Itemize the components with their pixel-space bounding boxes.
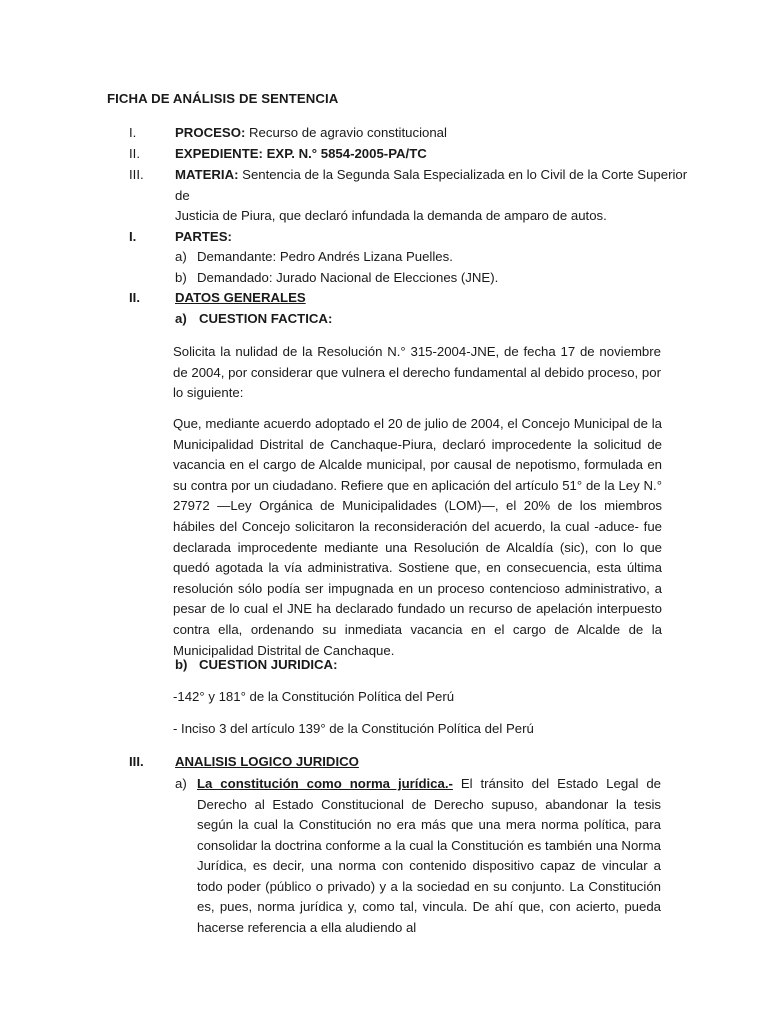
item-content — [175, 165, 687, 185]
item-number: II. — [129, 146, 140, 161]
item-label: PARTES: — [175, 229, 232, 244]
list-marker: a) — [175, 776, 187, 791]
list-marker: a) — [175, 311, 187, 326]
list-marker: b) — [175, 270, 187, 285]
item-label: EXPEDIENTE: EXP. N.° 5854-2005-PA/TC — [175, 146, 427, 161]
item-label: ANALISIS LOGICO JURIDICO — [175, 754, 359, 769]
list-text: Demandado: Jurado Nacional de Elecciones (JNE). — [197, 270, 499, 285]
item-analisis — [0, 752, 768, 772]
item-number: I. — [129, 125, 137, 140]
list-marker: a) — [175, 249, 187, 264]
item-number: III. — [129, 167, 144, 182]
subheading-cuestion-factica — [0, 309, 768, 329]
subheading-label: CUESTION JURIDICA: — [199, 657, 338, 672]
item-number: I. — [129, 229, 137, 244]
item-proceso — [0, 123, 768, 143]
item-value: Sentencia de la Segunda Sala Especializada en lo Civil de la Corte Superior — [238, 167, 688, 182]
item-content — [175, 123, 447, 143]
paragraph-lead: La constitución como norma jurídica.- — [197, 776, 453, 791]
item-materia — [0, 165, 768, 185]
subheading-label: CUESTION FACTICA: — [199, 311, 333, 326]
list-text: Demandante: Pedro Andrés Lizana Puelles. — [197, 249, 453, 264]
item-number: III. — [129, 754, 144, 769]
item-label: PROCESO: — [175, 125, 246, 140]
list-marker: b) — [175, 657, 188, 672]
item-value-line: de — [175, 188, 190, 203]
materia-continuation — [0, 186, 768, 206]
item-datos-generales — [0, 288, 768, 308]
item-label: DATOS GENERALES — [175, 290, 306, 305]
list-text: -142° y 181° de la Constitución Política del Perú — [173, 689, 455, 704]
subheading-cuestion-juridica — [0, 655, 768, 675]
item-expediente — [0, 144, 768, 164]
list-text: - Inciso 3 del artículo 139° de la Constitución Política del Perú — [173, 721, 534, 736]
paragraph: Solicita la nulidad de la Resolución N.° 315-2004-JNE, de fecha 17 de noviembre de 2004, por considerar que vulnera el derecho fundamental al debido proceso, por lo siguiente: — [173, 344, 661, 401]
item-value-line: Justicia de Piura, que declaró infundada la demanda de amparo de autos. — [175, 208, 607, 223]
paragraph — [197, 774, 661, 938]
list-item — [0, 687, 768, 707]
item-partes — [0, 227, 768, 247]
list-item — [0, 719, 768, 739]
materia-continuation — [0, 206, 768, 226]
paragraph-text: El tránsito del Estado Legal de Derecho al Estado Constitucional de Derecho supuso, abandonar la tesis según la cual la Constitución no era más que una mera norma política, para consolidar la doctrina conforme a la cual la Constitución es también una Norma Jurídica, es decir, una norma con contenido dispositivo capaz de vincular a todo poder (público o privado) y a la sociedad en su conjunto. La Constitución es, pues, norma jurídica y, como tal, vincula. De ahí que, con acierto, pueda hacerse referencia a ella aludiendo al — [197, 776, 661, 935]
list-item — [0, 268, 768, 288]
document-title: FICHA DE ANÁLISIS DE SENTENCIA — [107, 91, 339, 106]
paragraph: Que, mediante acuerdo adoptado el 20 de julio de 2004, el Concejo Municipal de la Municipalidad Distrital de Canchaque-Piura, declaró improcedente la solicitud de vacancia en el cargo de Alcalde municipal, por causal de nepotismo, formulada en su contra por un ciudadano. Refiere que en aplicación del artículo 51° de la Ley N.° 27972 —Ley Orgánica de Municipalidades (LOM)—, el 20% de los miembros hábiles del Concejo solicitaron la reconsideración del acuerdo, la cual -aduce- fue declarada improcedente mediante una Resolución de Alcaldía (sic), con lo que quedó agotada la vía administrativa. Sostiene que, en consecuencia, esta última resolución sólo podía ser impugnada en un proceso contencioso administrativo, a pesar de lo cual el JNE ha declarado fundado un recurso de apelación interpuesto contra ella, ordenando su inmediata vacancia en el cargo de Alcalde de la Municipalidad Distrital de Canchaque. — [173, 416, 662, 658]
item-label: MATERIA: — [175, 167, 239, 182]
item-value: Recurso de agravio constitucional — [245, 125, 447, 140]
item-number: II. — [129, 290, 140, 305]
list-item — [0, 247, 768, 267]
